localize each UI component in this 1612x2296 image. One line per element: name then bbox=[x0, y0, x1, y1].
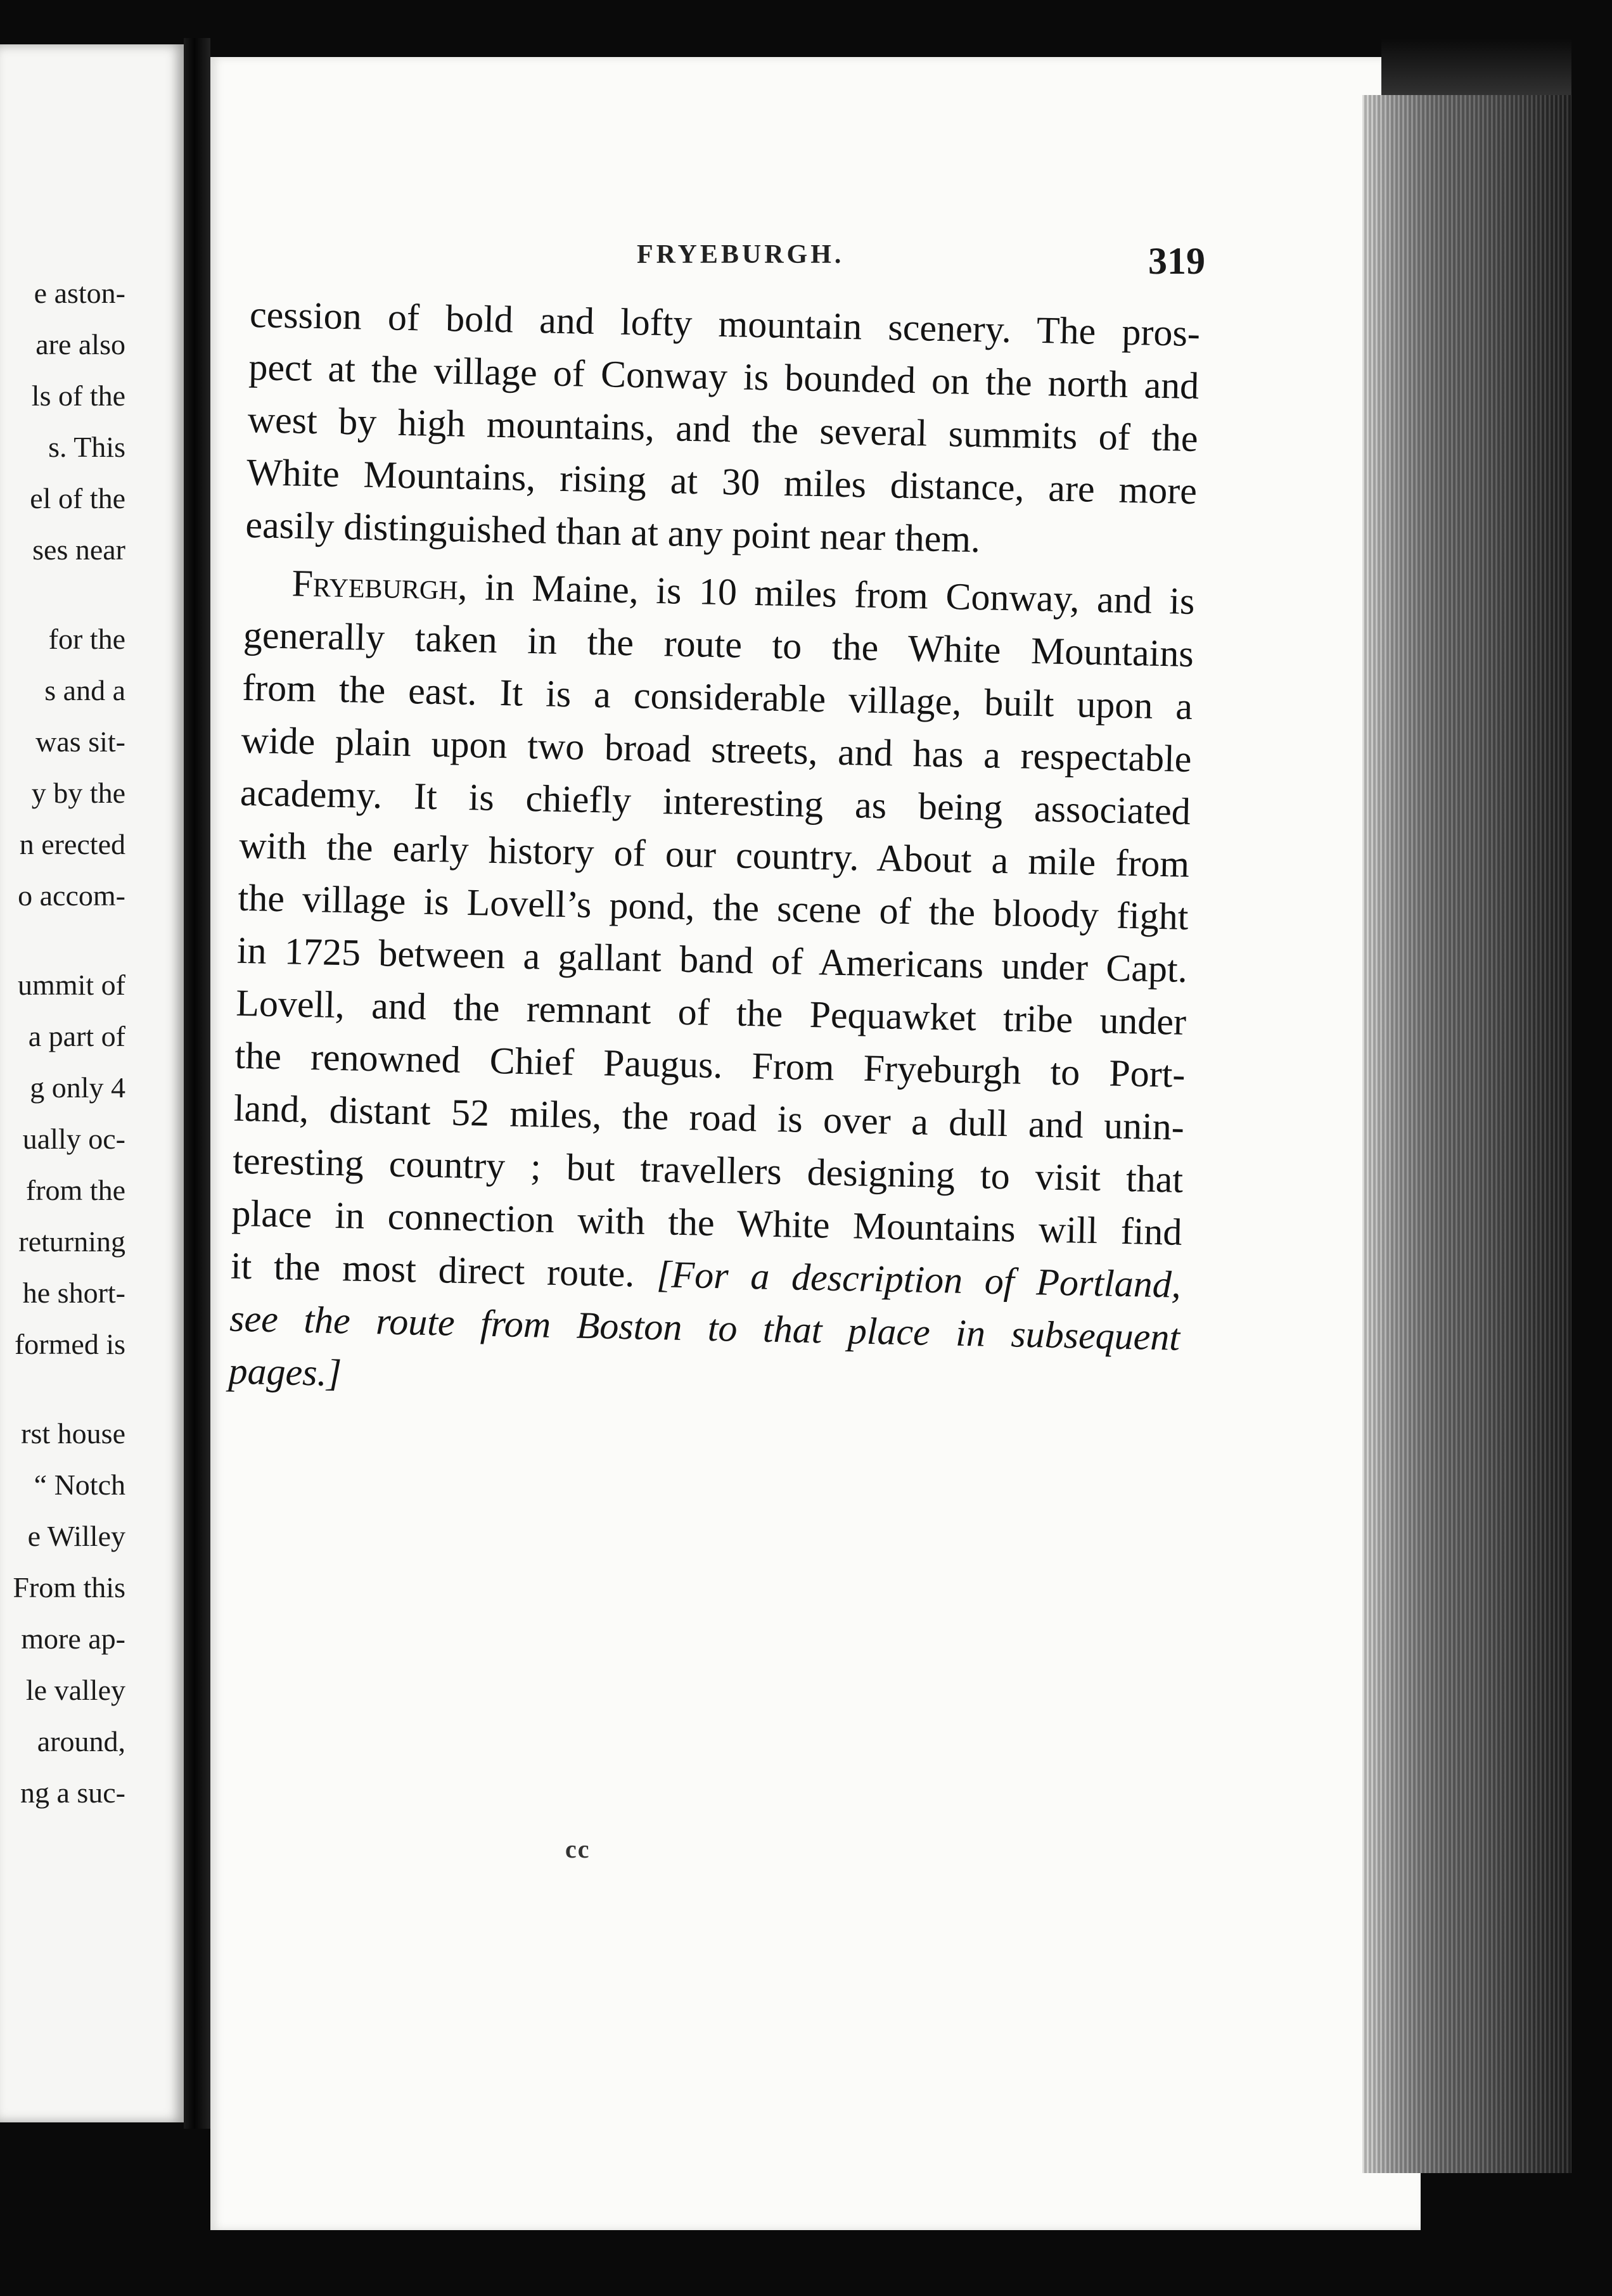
left-page-fragment: s and a bbox=[44, 674, 125, 706]
text-line: the renowned Chief Paugus. From Fryeburgh to Port- bbox=[234, 1034, 1186, 1095]
left-page-fragment: el of the bbox=[30, 482, 125, 514]
left-page-fragment: around, bbox=[37, 1725, 125, 1757]
left-page-fragment: a part of bbox=[28, 1020, 125, 1052]
signature-mark: cc bbox=[565, 1835, 591, 1863]
left-page-fragment: o accom- bbox=[18, 879, 125, 912]
left-page-fragment: formed is bbox=[14, 1328, 125, 1360]
left-page-fragment: le valley bbox=[25, 1674, 125, 1706]
bracket-note: [For a description of Portland, bbox=[656, 1253, 1182, 1306]
paragraph-1 bbox=[245, 288, 1201, 570]
paragraph-2 bbox=[228, 556, 1195, 1417]
text-line: generally taken in the route to the White Mountains bbox=[243, 613, 1194, 675]
text-line: Lovell, and the remnant of the Pequawket tribe under bbox=[235, 981, 1187, 1043]
left-page-fragment: are also bbox=[35, 328, 125, 360]
text-line: from the east. It is a considerable village, built upon a bbox=[241, 666, 1193, 727]
left-page-fragment: was sit- bbox=[35, 725, 125, 758]
text-line: in 1725 between a gallant band of Americans under Capt. bbox=[236, 929, 1188, 990]
text-run: in Maine, is 10 miles from Conway, and is bbox=[467, 565, 1196, 623]
left-page-fragment: he short- bbox=[22, 1277, 125, 1309]
text-line: west by high mountains, and the several summits of the bbox=[247, 398, 1199, 460]
body-text bbox=[228, 288, 1201, 1417]
text-line: academy. It is chiefly interesting as being associated bbox=[240, 771, 1191, 832]
left-page-fragment: returning bbox=[18, 1225, 125, 1258]
page-fore-edge bbox=[1362, 95, 1571, 2173]
book-gutter bbox=[184, 38, 210, 2129]
text-line: the village is Lovell’s pond, the scene of the bloody fight bbox=[238, 876, 1189, 938]
left-page-fragment: ng a suc- bbox=[20, 1776, 125, 1809]
running-head: FRYEBURGH. bbox=[637, 240, 845, 269]
text-line: place in connection with the White Mountains will find bbox=[231, 1192, 1183, 1253]
text-line: easily distinguished than at any point near them. bbox=[245, 503, 981, 561]
left-page-fragment: y by the bbox=[31, 777, 125, 809]
left-page-fragment: ually oc- bbox=[22, 1123, 125, 1155]
page-number: 319 bbox=[1148, 240, 1205, 282]
left-facing-page bbox=[0, 44, 184, 2122]
lead-word: Fryeburgh, bbox=[291, 562, 468, 608]
left-page-fragment: e aston- bbox=[34, 277, 125, 309]
text-line: wide plain upon two broad streets, and has a respectable bbox=[241, 718, 1193, 780]
left-page-fragment: e Willey bbox=[27, 1520, 125, 1552]
left-page-fragment: from the bbox=[25, 1174, 125, 1206]
text-line: see the route from Boston to that place in subsequent bbox=[229, 1297, 1180, 1358]
left-page-fragment: ses near bbox=[32, 533, 125, 566]
text-line: pages.] bbox=[228, 1349, 342, 1394]
left-page-fragment: n erected bbox=[19, 828, 125, 860]
left-page-fragment: rst house bbox=[21, 1417, 125, 1450]
left-page-fragment: for the bbox=[48, 623, 125, 655]
text-line: teresting country ; but travellers designing to visit that bbox=[232, 1139, 1184, 1201]
text-line: White Mountains, rising at 30 miles distance, are more bbox=[246, 450, 1198, 513]
text-line: pect at the village of Conway is bounded on the north and bbox=[248, 345, 1199, 407]
text-line: land, distant 52 miles, the road is over a dull and unin- bbox=[233, 1087, 1185, 1148]
left-page-fragment: From this bbox=[13, 1571, 125, 1604]
left-page-fragment: “ Notch bbox=[34, 1469, 125, 1501]
text-line: cession of bold and lofty mountain scenery. The pros- bbox=[249, 293, 1201, 355]
text-run: it the most direct route. bbox=[230, 1244, 657, 1296]
left-page-fragment: ls of the bbox=[31, 379, 125, 412]
left-page-fragment: g only 4 bbox=[30, 1071, 125, 1104]
left-page-fragment: s. This bbox=[48, 431, 125, 463]
left-page-fragment: ummit of bbox=[18, 969, 125, 1001]
left-page-fragment: more ap- bbox=[21, 1623, 125, 1655]
text-line: with the early history of our country. About a mile from bbox=[238, 824, 1190, 885]
